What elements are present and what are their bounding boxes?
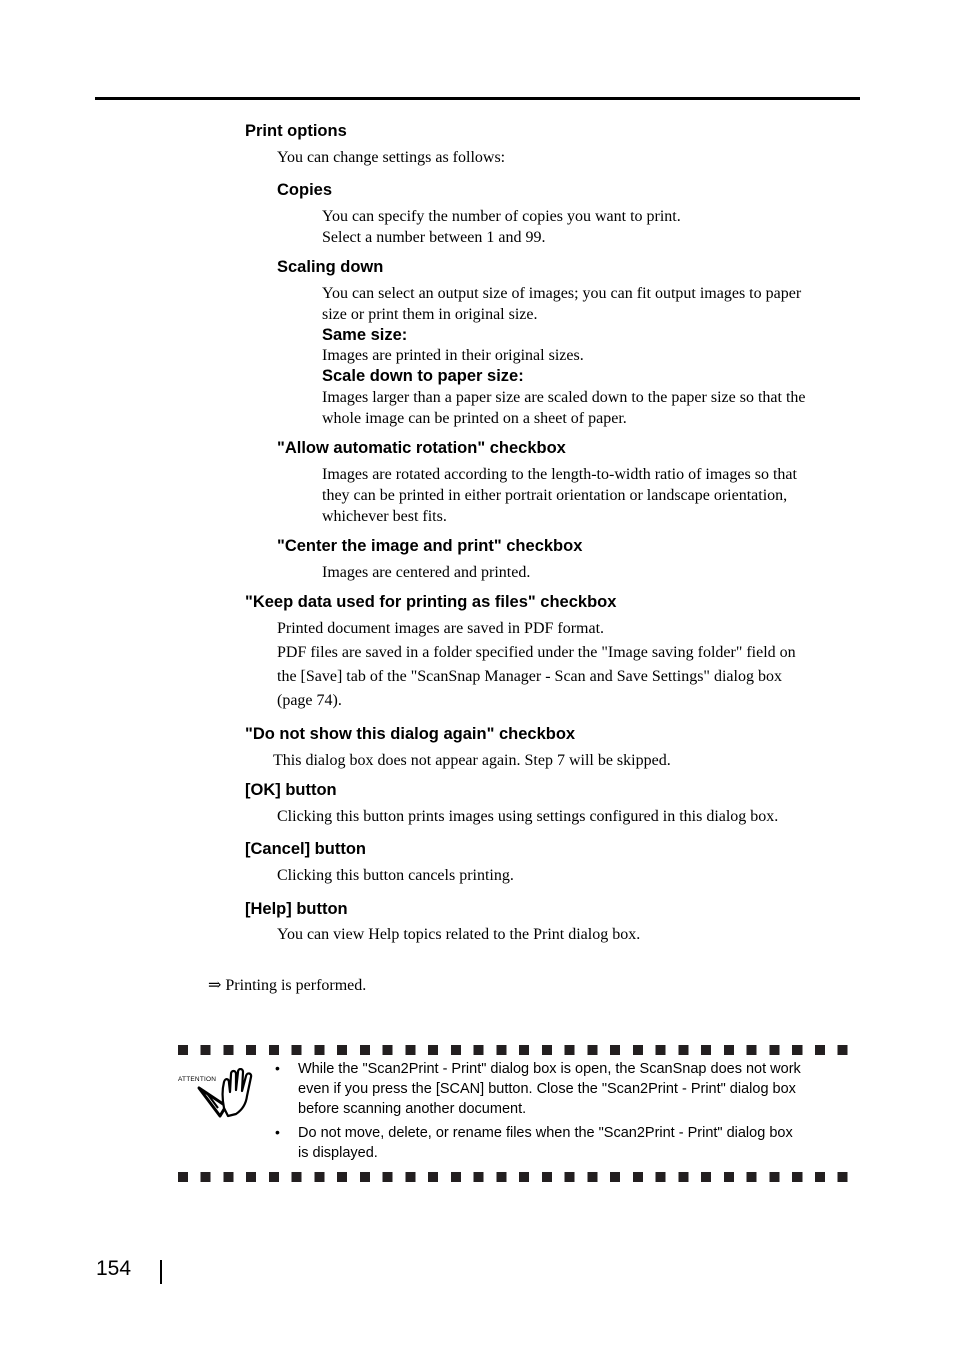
help-button-text: You can view Help topics related to the Print dialog box. [277,926,641,943]
attention-top-border [178,1045,850,1055]
result-text: Printing is performed. [225,977,367,994]
scaling-text-1: You can select an output size of images; you can fit output images to paper [322,285,802,302]
heading-auto-rotation: "Allow automatic rotation" checkbox [277,439,566,457]
rotation-text-3: whichever best fits. [322,508,447,525]
attention-bullet-2-line-1: Do not move, delete, or rename files when the "Scan2Print - Print" dialog box [298,1125,793,1141]
header-rule [95,97,860,100]
keep-data-text-4: (page 74). [277,692,342,709]
center-text: Images are centered and printed. [322,564,531,581]
heading-help-button: [Help] button [245,900,348,918]
cancel-button-text: Clicking this button cancels printing. [277,867,514,884]
page-number: 154 [96,1257,132,1280]
copies-text-2: Select a number between 1 and 99. [322,229,546,246]
result-line [208,975,366,996]
heading-center-image: "Center the image and print" checkbox [277,537,583,555]
heading-copies: Copies [277,181,333,199]
ok-button-text: Clicking this button prints images using settings configured in this dialog box. [277,808,779,825]
heading-cancel-button: [Cancel] button [245,840,366,858]
attention-hand-icon [196,1068,258,1120]
keep-data-text-1: Printed document images are saved in PDF format. [277,620,605,637]
result-arrow-icon: ⇒ [208,977,222,994]
bullet-dot-2: • [275,1124,280,1140]
attention-bullet-1-line-3: before scanning another document. [298,1101,527,1117]
heading-scaling-down: Scaling down [277,258,384,276]
copies-text-1: You can specify the number of copies you want to print. [322,208,681,225]
scale-down-text-2: whole image can be printed on a sheet of paper. [322,410,627,427]
attention-bottom-border [178,1172,850,1182]
heading-dont-show: "Do not show this dialog again" checkbox [245,725,576,743]
heading-same-size: Same size: [322,326,408,344]
dont-show-text: This dialog box does not appear again. Step 7 will be skipped. [273,752,671,769]
scaling-text-2: size or print them in original size. [322,306,538,323]
keep-data-text-2: PDF files are saved in a folder specified under the "Image saving folder" field on [277,644,796,661]
page-number-divider [160,1260,162,1284]
attention-bullet-1-line-2: even if you press the [SCAN] button. Close the "Scan2Print - Print" dialog box [298,1081,796,1097]
rotation-text-2: they can be printed in either portrait orientation or landscape orientation, [322,487,788,504]
heading-print-options: Print options [245,122,347,140]
bullet-dot-1: • [275,1060,280,1076]
same-size-text: Images are printed in their original sizes. [322,347,584,364]
rotation-text-1: Images are rotated according to the length-to-width ratio of images so that [322,466,797,483]
scale-down-text-1: Images larger than a paper size are scaled down to the paper size so that the [322,389,806,406]
print-options-intro: You can change settings as follows: [277,149,506,166]
attention-bullet-2-line-2: is displayed. [298,1145,378,1161]
attention-bullet-1-line-1: While the "Scan2Print - Print" dialog box is open, the ScanSnap does not work [298,1061,801,1077]
heading-scale-down: Scale down to paper size: [322,367,524,385]
heading-ok-button: [OK] button [245,781,337,799]
keep-data-text-3: the [Save] tab of the "ScanSnap Manager - Scan and Save Settings" dialog box [277,668,782,685]
attention-label: ATTENTION [178,1076,217,1083]
heading-keep-data: "Keep data used for printing as files" checkbox [245,593,617,611]
